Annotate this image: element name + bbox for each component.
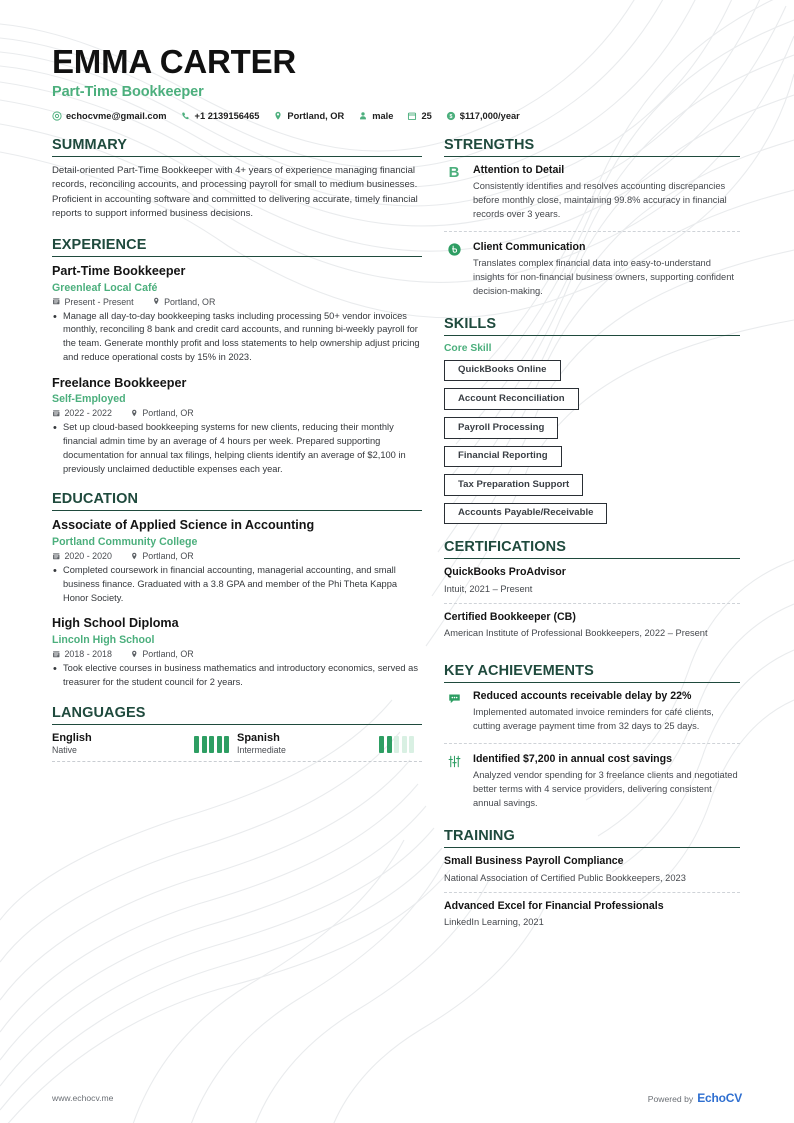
language-text: [237, 732, 286, 755]
experience-heading: EXPERIENCE: [52, 236, 147, 253]
calendar-icon: [52, 297, 61, 306]
footer-brand-name[interactable]: EchoCV: [697, 1091, 742, 1105]
language-level: Intermediate: [237, 744, 286, 755]
certification-name: Certified Bookkeeper (CB): [444, 611, 576, 624]
bullet-item: • Manage all day-to-day bookkeeping tasks including processing 50+ vendor invoices monthly, reconciling 8 bank and credit card accounts, and running bi-weekly payroll for the team. Generate monthly profit and loss statements to help ownership adjust pricing and reduce operational costs by 15% in 2023.: [52, 310, 422, 365]
entry-dates: [52, 649, 112, 659]
training-provider: LinkedIn Learning, 2021: [444, 917, 544, 928]
achievement-body: [473, 753, 740, 811]
language-name: English: [52, 731, 92, 744]
contact-phone-value: +1 2139156465: [194, 110, 260, 121]
skills-chip-list: [444, 360, 740, 524]
strength-body: [473, 164, 740, 222]
level-bar: [224, 736, 229, 753]
certification-issuer: American Institute of Professional Bookkeepers, 2022 – Present: [444, 628, 708, 639]
strength-item: [444, 241, 740, 301]
language-item: [237, 732, 422, 762]
sliders-icon: [444, 753, 464, 769]
achievements-rule: [444, 682, 740, 683]
entry-location: [130, 649, 194, 659]
certification-item: [444, 611, 740, 648]
letter-b-glyph: B: [448, 163, 460, 181]
skills-category: Core Skill: [444, 342, 492, 354]
entry-location-value: Portland, OR: [164, 296, 216, 307]
achievement-title: Reduced accounts receivable delay by 22%: [473, 689, 692, 702]
contact-salary: [446, 111, 520, 121]
entry-location: [130, 551, 194, 561]
level-bar: [209, 736, 214, 753]
entry-location-value: Portland, OR: [142, 649, 194, 660]
entry-dates: [52, 408, 112, 418]
section-languages: [52, 705, 422, 762]
contact-salary-value: $117,000/year: [459, 110, 520, 121]
phone-icon: [181, 111, 191, 121]
location-pin-icon: [273, 111, 283, 121]
entry-location-value: Portland, OR: [142, 408, 194, 419]
language-level-bars: [379, 736, 414, 753]
contact-location: [273, 111, 344, 121]
summary-rule: [52, 156, 422, 157]
location-pin-icon: [130, 552, 139, 561]
bullet-item: • Set up cloud-based bookkeeping systems for new clients, reducing their monthly financial admin time by an average of 4 hours per week. Prepared supporting documentation for annual tax filings, helping clients identify an average of $2,100 in previously unclaimed deductible expenses each year.: [52, 421, 422, 476]
language-level: Native: [52, 744, 77, 755]
training-rule: [444, 847, 740, 848]
training-provider: National Association of Certified Public Bookkeepers, 2023: [444, 872, 686, 883]
entry-meta: [52, 408, 422, 418]
entry-organization: Lincoln High School: [52, 634, 155, 647]
bullet-item: • Took elective courses in business mathematics and introductory economics, served as treasurer for the student council for 2 years.: [52, 662, 422, 690]
entry-meta: [52, 649, 422, 659]
entry-dates: [52, 297, 134, 307]
languages-rule: [52, 724, 422, 725]
education-rule: [52, 510, 422, 511]
entry-location: [130, 408, 194, 418]
achievement-item: [444, 690, 740, 744]
language-level-bars: [194, 736, 229, 753]
strengths-rule: [444, 156, 740, 157]
strength-body: [473, 241, 740, 299]
chat-bubble-glyph: [447, 691, 462, 706]
strengths-heading: STRENGTHS: [444, 136, 535, 153]
left-column: [52, 137, 444, 777]
location-pin-icon: [152, 297, 161, 306]
right-column: [444, 137, 740, 952]
skill-chip[interactable]: Accounts Payable/Receivable: [444, 503, 607, 525]
level-bar: [379, 736, 384, 753]
entry-dates-value: 2022 - 2022: [64, 408, 112, 419]
contact-gender: [358, 111, 393, 121]
level-bar: [202, 736, 207, 753]
summary-text: Detail-oriented Part-Time Bookkeeper with 4+ years of experience managing financial records, reconciling accounts, and processing payroll for small to medium businesses. Proficient in accounting software and committed to delivering accurate, timely financial reports to support informed business decisions.: [52, 164, 418, 220]
achievement-body: [473, 690, 740, 734]
entry-meta: [52, 297, 422, 307]
achievement-item: [444, 753, 740, 813]
footer-brand: [648, 1091, 742, 1105]
education-entry: [52, 616, 422, 689]
level-bar: [387, 736, 392, 753]
training-heading: TRAINING: [444, 828, 515, 845]
strength-title: Attention to Detail: [473, 163, 565, 176]
sliders-glyph: [447, 754, 462, 769]
entry-organization: Greenleaf Local Café: [52, 281, 158, 294]
section-experience: [52, 237, 422, 476]
entry-organization: Self-Employed: [52, 393, 126, 406]
contact-location-value: Portland, OR: [287, 110, 345, 121]
entry-title: Associate of Applied Science in Accounting: [52, 518, 315, 533]
level-bar-empty: [394, 736, 399, 753]
resume-header: [52, 44, 742, 121]
certifications-heading: CERTIFICATIONS: [444, 539, 566, 556]
skill-chip[interactable]: Financial Reporting: [444, 446, 562, 468]
skills-heading: SKILLS: [444, 315, 497, 332]
section-strengths: [444, 137, 740, 301]
training-item: [444, 900, 740, 937]
email-icon: [52, 111, 62, 121]
entry-bullets: [52, 662, 422, 690]
section-key-achievements: [444, 663, 740, 813]
calendar-icon: [407, 111, 417, 121]
contact-age: [407, 111, 431, 121]
entry-title: Part-Time Bookkeeper: [52, 263, 186, 278]
education-heading: EDUCATION: [52, 491, 139, 508]
entry-meta: [52, 551, 422, 561]
languages-list: [52, 732, 422, 762]
certification-issuer: Intuit, 2021 – Present: [444, 583, 533, 594]
candidate-role: Part-Time Bookkeeper: [52, 83, 204, 100]
skills-rule: [444, 335, 740, 336]
entry-dates-value: Present - Present: [64, 296, 134, 307]
skill-chip[interactable]: QuickBooks Online: [444, 360, 561, 382]
calendar-icon: [52, 409, 61, 418]
contact-email-value: echocvme@gmail.com: [66, 110, 167, 121]
certification-name: QuickBooks ProAdvisor: [444, 566, 566, 579]
level-bar-empty: [409, 736, 414, 753]
footer-powered-label: Powered by: [647, 1094, 694, 1104]
experience-entry: [52, 376, 422, 477]
level-bar: [194, 736, 199, 753]
certifications-rule: [444, 558, 740, 559]
contact-age-value: 25: [421, 110, 432, 121]
entry-bullets: [52, 564, 422, 605]
candidate-name: EMMA CARTER: [52, 43, 297, 80]
entry-dates-value: 2018 - 2018: [64, 649, 112, 660]
entry-dates-value: 2020 - 2020: [64, 551, 112, 562]
section-certifications: [444, 539, 740, 648]
certification-item: [444, 566, 740, 604]
achievement-description: Implemented automated invoice reminders for café clients, cutting average payment time from 32 days to 25 days.: [473, 707, 714, 732]
training-name: Small Business Payroll Compliance: [444, 855, 624, 868]
svg-text:$: $: [449, 113, 453, 120]
contact-row: [52, 111, 742, 121]
calendar-icon: [52, 650, 61, 659]
page-footer: [52, 1091, 742, 1105]
languages-heading: LANGUAGES: [52, 704, 146, 721]
chat-bubble-icon: [444, 690, 464, 706]
achievement-title: Identified $7,200 in annual cost savings: [473, 753, 672, 766]
location-pin-icon: [130, 409, 139, 418]
education-entry: [52, 518, 422, 605]
skill-chip[interactable]: Account Reconciliation: [444, 388, 579, 410]
footer-site-url[interactable]: www.echocv.me: [52, 1093, 114, 1103]
experience-rule: [52, 256, 422, 257]
summary-heading: SUMMARY: [52, 136, 128, 153]
section-training: [444, 828, 740, 937]
bullet-item: • Completed coursework in financial accounting, managerial accounting, and small business finance. Graduated with a 3.8 GPA and member of the Phi Theta Kappa Honor Society.: [52, 564, 422, 605]
strength-title: Client Communication: [473, 240, 586, 253]
language-text: [52, 732, 92, 755]
strength-description: Translates complex financial data into easy-to-understand insights for non-financial business owners, supporting confident decision-making.: [473, 258, 734, 296]
letter-b-icon: [444, 164, 464, 180]
achievements-heading: KEY ACHIEVEMENTS: [444, 662, 594, 679]
experience-entry: [52, 264, 422, 365]
level-bar-empty: [402, 736, 407, 753]
strength-item: [444, 164, 740, 232]
language-item: [52, 732, 237, 762]
entry-title: High School Diploma: [52, 616, 179, 631]
entry-bullets: [52, 421, 422, 476]
skill-chip[interactable]: Tax Preparation Support: [444, 474, 583, 496]
circle-badge-glyph: [447, 242, 462, 257]
level-bar: [217, 736, 222, 753]
resume-columns: [52, 137, 742, 952]
entry-dates: [52, 551, 112, 561]
dollar-circle-icon: [446, 111, 456, 121]
section-education: [52, 491, 422, 689]
circle-badge-icon: [444, 241, 464, 257]
skill-chip[interactable]: Payroll Processing: [444, 417, 558, 439]
location-pin-icon: [130, 650, 139, 659]
contact-phone[interactable]: [181, 111, 260, 121]
entry-title: Freelance Bookkeeper: [52, 375, 187, 390]
contact-email[interactable]: [52, 111, 167, 121]
contact-gender-value: male: [372, 110, 394, 121]
person-icon: [358, 111, 368, 121]
calendar-icon: [52, 552, 61, 561]
section-skills: [444, 316, 740, 524]
entry-bullets: [52, 310, 422, 365]
training-name: Advanced Excel for Financial Professionals: [444, 900, 664, 913]
achievement-description: Analyzed vendor spending for 3 freelance clients and negotiated better terms with 4 service providers, delivering consistent annual savings.: [473, 770, 738, 809]
strength-description: Consistently identifies and resolves accounting discrepancies before monthly close, maintaining 99.8% accuracy in financial records over 3 years.: [473, 180, 727, 219]
entry-organization: Portland Community College: [52, 536, 198, 549]
entry-location-value: Portland, OR: [142, 551, 194, 562]
language-name: Spanish: [237, 731, 280, 744]
entry-location: [152, 297, 216, 307]
section-summary: [52, 137, 422, 222]
training-item: [444, 855, 740, 893]
